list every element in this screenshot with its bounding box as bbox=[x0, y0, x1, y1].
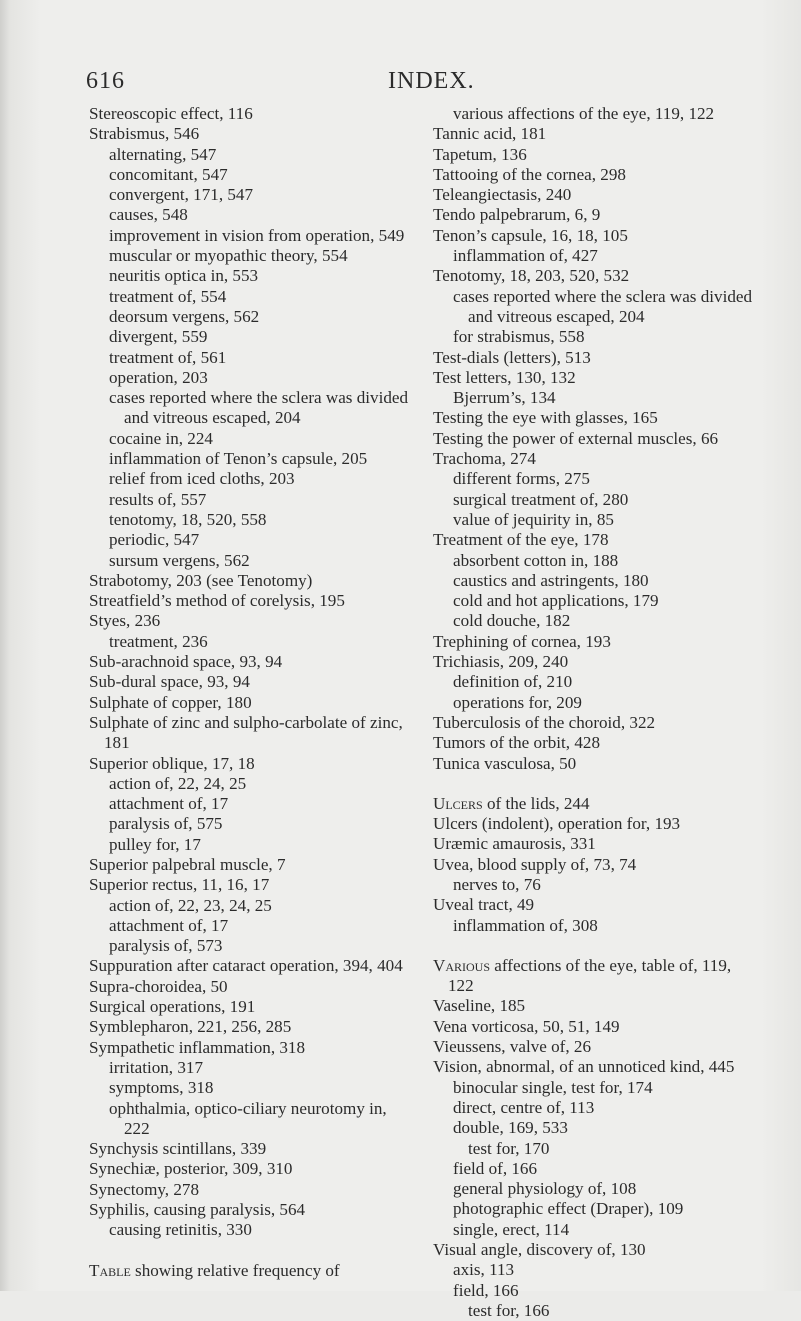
index-entry bbox=[433, 530, 753, 550]
entry-text: relief from iced cloths, 203 bbox=[109, 469, 295, 489]
entry-text: Sulphate of zinc and sulpho-carbolate of zinc, 181 bbox=[89, 712, 403, 753]
index-subentry bbox=[433, 693, 753, 713]
index-subentry bbox=[433, 875, 753, 895]
index-entry bbox=[89, 997, 411, 1017]
index-subentry bbox=[433, 571, 753, 591]
index-entry bbox=[89, 1180, 411, 1200]
entry-text: Trichiasis, 209, 240 bbox=[433, 652, 569, 672]
index-subentry bbox=[433, 1118, 753, 1138]
entry-text: Test-dials (letters), 513 bbox=[433, 347, 591, 367]
entry-text: convergent, 171, 547 bbox=[109, 185, 254, 205]
index-column-left bbox=[89, 104, 411, 1281]
entry-text: Vision, abnormal, of an unnoticed kind, 445 bbox=[433, 1057, 735, 1077]
index-subentry bbox=[89, 774, 411, 794]
entry-text: Tunica vasculosa, 50 bbox=[433, 753, 577, 773]
entry-text: symptoms, 318 bbox=[109, 1078, 214, 1098]
entry-text: cases reported where the sclera was divided and vitreous escaped, 204 bbox=[453, 286, 753, 326]
index-subentry bbox=[89, 307, 411, 327]
index-subentry bbox=[89, 530, 411, 550]
entry-initial-smallcaps: Various bbox=[433, 955, 491, 975]
index-subentry bbox=[433, 327, 753, 347]
index-subentry bbox=[89, 916, 411, 936]
entry-text: treatment of, 561 bbox=[109, 347, 227, 367]
index-subentry bbox=[89, 510, 411, 530]
entry-text: Treatment of the eye, 178 bbox=[433, 530, 609, 550]
entry-text: Tenon’s capsule, 16, 18, 105 bbox=[433, 225, 628, 245]
entry-text: absorbent cotton in, 188 bbox=[453, 550, 619, 570]
entry-text: inflammation of Tenon’s capsule, 205 bbox=[109, 449, 368, 469]
index-subentry bbox=[433, 388, 753, 408]
running-head: INDEX. bbox=[388, 68, 475, 94]
entry-text: test for, 166 bbox=[468, 1300, 550, 1320]
index-subentry bbox=[433, 1159, 753, 1179]
entry-text: operations for, 209 bbox=[453, 692, 582, 712]
index-entry bbox=[89, 1017, 411, 1037]
entry-text: single, erect, 114 bbox=[453, 1219, 570, 1239]
entry-text: muscular or myopathic theory, 554 bbox=[109, 246, 348, 266]
entry-text: concomitant, 547 bbox=[109, 164, 228, 184]
index-subentry bbox=[433, 1078, 753, 1098]
entry-text: Supra-choroidea, 50 bbox=[89, 976, 228, 996]
entry-text: inflammation of, 427 bbox=[453, 246, 598, 266]
entry-text: Vaseline, 185 bbox=[433, 996, 526, 1016]
entry-text: treatment of, 554 bbox=[109, 286, 227, 306]
entry-text: Bjerrum’s, 134 bbox=[453, 388, 556, 408]
entry-text: Styes, 236 bbox=[89, 611, 161, 631]
index-entry bbox=[89, 713, 411, 754]
index-subentry bbox=[89, 429, 411, 449]
index-entry bbox=[89, 611, 411, 631]
index-entry bbox=[433, 794, 753, 814]
entry-text: showing relative frequency of bbox=[130, 1260, 340, 1280]
index-subentry bbox=[89, 1078, 411, 1098]
index-subentry bbox=[89, 632, 411, 652]
index-subentry bbox=[89, 551, 411, 571]
entry-text: Syphilis, causing paralysis, 564 bbox=[89, 1200, 306, 1220]
index-entry bbox=[89, 956, 411, 976]
index-entry bbox=[433, 652, 753, 672]
index-subentry bbox=[433, 510, 753, 530]
index-subentry bbox=[433, 611, 753, 631]
index-entry bbox=[89, 652, 411, 672]
entry-text: for strabismus, 558 bbox=[453, 327, 585, 347]
entry-text: attachment of, 17 bbox=[109, 915, 229, 935]
entry-text: surgical treatment of, 280 bbox=[453, 489, 629, 509]
index-entry bbox=[89, 571, 411, 591]
entry-text: Uveal tract, 49 bbox=[433, 895, 535, 915]
entry-initial-smallcaps: Table bbox=[89, 1260, 131, 1280]
index-entry bbox=[433, 733, 753, 753]
index-entry bbox=[433, 368, 753, 388]
entry-text: periodic, 547 bbox=[109, 530, 200, 550]
entry-text: Stereoscopic effect, 116 bbox=[89, 104, 253, 123]
index-entry bbox=[433, 408, 753, 428]
index-subentry bbox=[433, 104, 753, 124]
entry-text: Trephining of cornea, 193 bbox=[433, 631, 611, 651]
index-entry bbox=[433, 185, 753, 205]
entry-text: value of jequirity in, 85 bbox=[453, 509, 614, 529]
index-subentry bbox=[89, 246, 411, 266]
entry-text: general physiology of, 108 bbox=[453, 1179, 637, 1199]
index-entry bbox=[89, 875, 411, 895]
index-entry bbox=[433, 814, 753, 834]
entry-text: sursum vergens, 562 bbox=[109, 550, 250, 570]
index-entry bbox=[433, 429, 753, 449]
index-subentry bbox=[433, 1260, 753, 1280]
entry-text: axis, 113 bbox=[453, 1260, 515, 1280]
index-subentry bbox=[89, 368, 411, 388]
index-subentry bbox=[433, 1220, 753, 1240]
entry-text: Synectomy, 278 bbox=[89, 1179, 199, 1199]
index-entry bbox=[433, 1037, 753, 1057]
entry-text: Tannic acid, 181 bbox=[433, 124, 547, 144]
index-entry bbox=[89, 104, 411, 124]
entry-text: operation, 203 bbox=[109, 367, 208, 387]
entry-text: Strabotomy, 203 (see Tenotomy) bbox=[89, 570, 313, 590]
index-entry bbox=[433, 996, 753, 1016]
entry-text: Tenotomy, 18, 203, 520, 532 bbox=[433, 266, 630, 286]
index-entry bbox=[89, 754, 411, 774]
entry-text: Vena vorticosa, 50, 51, 149 bbox=[433, 1016, 620, 1036]
index-subentry bbox=[89, 449, 411, 469]
index-subentry bbox=[89, 226, 411, 246]
index-subentry bbox=[89, 1099, 411, 1140]
entry-text: Synchysis scintillans, 339 bbox=[89, 1139, 267, 1159]
index-subentry bbox=[433, 1199, 753, 1219]
entry-text: inflammation of, 308 bbox=[453, 915, 598, 935]
index-entry bbox=[433, 449, 753, 469]
index-subentry bbox=[89, 794, 411, 814]
entry-text: paralysis of, 575 bbox=[109, 814, 223, 834]
entry-text: Sympathetic inflammation, 318 bbox=[89, 1037, 306, 1057]
index-subentry bbox=[89, 896, 411, 916]
entry-text: cocaine in, 224 bbox=[109, 428, 213, 448]
index-subentry bbox=[89, 287, 411, 307]
index-subentry bbox=[89, 1220, 411, 1240]
index-entry bbox=[433, 266, 753, 286]
index-entry bbox=[89, 672, 411, 692]
entry-text: attachment of, 17 bbox=[109, 794, 229, 814]
entry-text: definition of, 210 bbox=[453, 672, 573, 692]
entry-text: ophthalmia, optico-ciliary neurotomy in, 222 bbox=[109, 1098, 387, 1138]
index-subentry bbox=[433, 591, 753, 611]
index-entry bbox=[433, 895, 753, 915]
entry-text: Tendo palpebrarum, 6, 9 bbox=[433, 205, 601, 225]
index-subentry bbox=[89, 388, 411, 429]
entry-text: various affections of the eye, 119, 122 bbox=[453, 104, 715, 123]
index-entry bbox=[433, 145, 753, 165]
entry-text: deorsum vergens, 562 bbox=[109, 306, 260, 326]
index-entry bbox=[89, 855, 411, 875]
entry-text: divergent, 559 bbox=[109, 327, 208, 347]
index-subentry bbox=[89, 266, 411, 286]
index-entry bbox=[433, 956, 753, 997]
index-entry bbox=[89, 693, 411, 713]
entry-text: Trachoma, 274 bbox=[433, 449, 536, 469]
entry-text: Sulphate of copper, 180 bbox=[89, 692, 252, 712]
index-entry bbox=[433, 713, 753, 733]
index-subentry bbox=[89, 348, 411, 368]
entry-text: action of, 22, 23, 24, 25 bbox=[109, 895, 272, 915]
entry-text: Sub-arachnoid space, 93, 94 bbox=[89, 652, 283, 672]
index-entry bbox=[89, 1038, 411, 1058]
index-subentry bbox=[433, 916, 753, 936]
index-subentry bbox=[433, 1098, 753, 1118]
entry-text: Tuberculosis of the choroid, 322 bbox=[433, 712, 656, 732]
index-subentry bbox=[433, 551, 753, 571]
entry-text: binocular single, test for, 174 bbox=[453, 1077, 653, 1097]
entry-text: test for, 170 bbox=[468, 1138, 550, 1158]
index-entry bbox=[433, 855, 753, 875]
index-entry bbox=[89, 1139, 411, 1159]
entry-text: Test letters, 130, 132 bbox=[433, 367, 576, 387]
index-subentry bbox=[89, 469, 411, 489]
entry-text: Streatfield’s method of corelysis, 195 bbox=[89, 591, 345, 611]
entry-text: cold and hot applications, 179 bbox=[453, 591, 659, 611]
entry-text: Tapetum, 136 bbox=[433, 144, 527, 164]
entry-text: Symblepharon, 221, 256, 285 bbox=[89, 1017, 292, 1037]
index-subentry bbox=[89, 814, 411, 834]
page-number: 616 bbox=[86, 68, 125, 94]
entry-text: Vieussens, valve of, 26 bbox=[433, 1037, 592, 1057]
index-entry bbox=[433, 205, 753, 225]
entry-text: alternating, 547 bbox=[109, 144, 217, 164]
index-entry bbox=[433, 226, 753, 246]
entry-text: Ulcers (indolent), operation for, 193 bbox=[433, 814, 681, 834]
entry-text: double, 169, 533 bbox=[453, 1118, 568, 1138]
index-subentry bbox=[89, 145, 411, 165]
index-subentry bbox=[89, 835, 411, 855]
entry-text: Teleangiectasis, 240 bbox=[433, 185, 572, 205]
index-subentry bbox=[89, 936, 411, 956]
entry-text: different forms, 275 bbox=[453, 469, 590, 489]
entry-text: caustics and astringents, 180 bbox=[453, 570, 649, 590]
index-subentry bbox=[433, 1301, 753, 1321]
entry-text: treatment, 236 bbox=[109, 631, 208, 651]
index-entry bbox=[89, 1200, 411, 1220]
entry-text: photographic effect (Draper), 109 bbox=[453, 1199, 684, 1219]
entry-text: cold douche, 182 bbox=[453, 611, 571, 631]
index-subentry bbox=[89, 165, 411, 185]
index-entry bbox=[89, 591, 411, 611]
entry-text: Superior palpebral muscle, 7 bbox=[89, 854, 286, 874]
entry-text: Tattooing of the cornea, 298 bbox=[433, 164, 626, 184]
entry-text: Superior oblique, 17, 18 bbox=[89, 753, 255, 773]
entry-initial-smallcaps: Ulcers bbox=[433, 793, 483, 813]
index-subentry bbox=[89, 205, 411, 225]
entry-text: causing retinitis, 330 bbox=[109, 1220, 252, 1240]
entry-text: cases reported where the sclera was divided and vitreous escaped, 204 bbox=[109, 388, 409, 428]
index-entry bbox=[433, 834, 753, 854]
index-entry bbox=[433, 1240, 753, 1260]
index-column-right bbox=[433, 104, 753, 1321]
entry-text: neuritis optica in, 553 bbox=[109, 266, 259, 286]
entry-text: improvement in vision from operation, 549 bbox=[109, 225, 405, 245]
entry-text: paralysis of, 573 bbox=[109, 936, 223, 956]
entry-text: action of, 22, 24, 25 bbox=[109, 773, 247, 793]
entry-text: direct, centre of, 113 bbox=[453, 1097, 595, 1117]
index-entry bbox=[89, 1261, 411, 1281]
entry-text: Sub-dural space, 93, 94 bbox=[89, 672, 250, 692]
entry-text: Uvea, blood supply of, 73, 74 bbox=[433, 854, 637, 874]
index-entry bbox=[433, 1057, 753, 1077]
entry-text: Strabismus, 546 bbox=[89, 124, 200, 144]
index-subentry bbox=[433, 1179, 753, 1199]
entry-text: Visual angle, discovery of, 130 bbox=[433, 1240, 646, 1260]
index-entry bbox=[433, 165, 753, 185]
entry-text: Suppuration after cataract operation, 394, 404 bbox=[89, 956, 403, 976]
index-entry bbox=[433, 754, 753, 774]
index-entry bbox=[89, 977, 411, 997]
index-subentry bbox=[89, 1058, 411, 1078]
index-subentry bbox=[433, 672, 753, 692]
entry-text: nerves to, 76 bbox=[453, 874, 541, 894]
index-entry bbox=[433, 348, 753, 368]
entry-text: tenotomy, 18, 520, 558 bbox=[109, 509, 267, 529]
index-subentry bbox=[433, 1281, 753, 1301]
entry-text: irritation, 317 bbox=[109, 1057, 203, 1077]
entry-text: causes, 548 bbox=[109, 205, 188, 225]
entry-text: field, 166 bbox=[453, 1280, 519, 1300]
index-entry bbox=[433, 632, 753, 652]
entry-text: field of, 166 bbox=[453, 1158, 538, 1178]
index-subentry bbox=[433, 287, 753, 328]
index-subentry bbox=[433, 469, 753, 489]
entry-text: pulley for, 17 bbox=[109, 834, 201, 854]
index-subentry bbox=[89, 185, 411, 205]
entry-text: of the lids, 244 bbox=[482, 793, 590, 813]
index-subentry bbox=[89, 327, 411, 347]
index-subentry bbox=[433, 1139, 753, 1159]
entry-text: Testing the eye with glasses, 165 bbox=[433, 408, 658, 428]
entry-text: Testing the power of external muscles, 66 bbox=[433, 428, 719, 448]
entry-text: Synechiæ, posterior, 309, 310 bbox=[89, 1159, 293, 1179]
index-subentry bbox=[89, 490, 411, 510]
entry-text: results of, 557 bbox=[109, 489, 207, 509]
index-subentry bbox=[433, 490, 753, 510]
index-entry bbox=[89, 1159, 411, 1179]
index-entry bbox=[433, 1017, 753, 1037]
entry-text: Superior rectus, 11, 16, 17 bbox=[89, 875, 270, 895]
entry-text: Uræmic amaurosis, 331 bbox=[433, 834, 596, 854]
entry-text: Surgical operations, 191 bbox=[89, 997, 256, 1017]
entry-text: affections of the eye, table of, 119, 122 bbox=[448, 955, 732, 996]
index-entry bbox=[89, 124, 411, 144]
index-entry bbox=[433, 124, 753, 144]
entry-text: Tumors of the orbit, 428 bbox=[433, 733, 600, 753]
index-subentry bbox=[433, 246, 753, 266]
